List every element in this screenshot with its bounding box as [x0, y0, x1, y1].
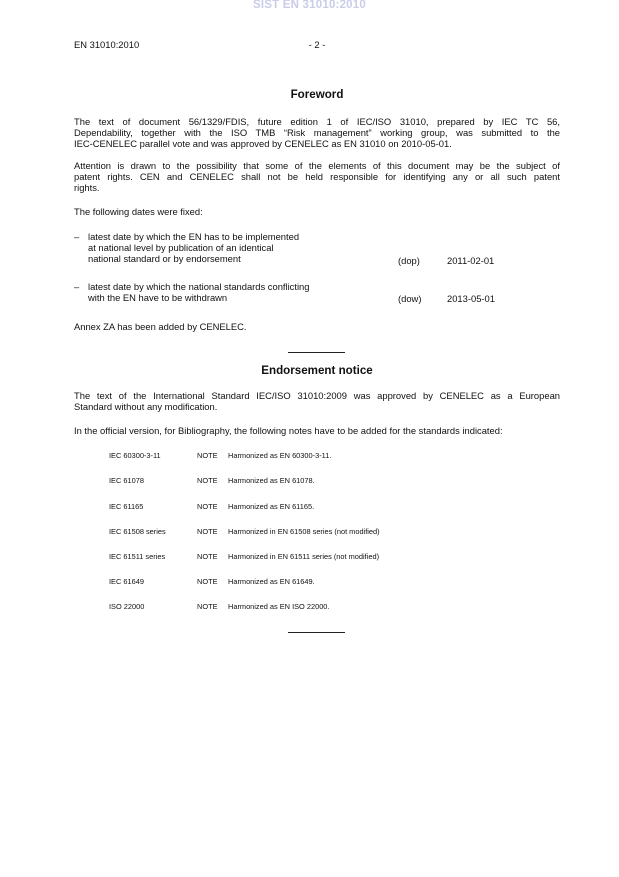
dash-bullet: – [74, 231, 80, 242]
foreword-p2-line: Attention is drawn to the possibility that some of the elements of this document may be the subject of [74, 160, 560, 171]
annex-note: Annex ZA has been added by CENELEC. [74, 321, 247, 332]
foreword-p1-line: The text of document 56/1329/FDIS, future edition 1 of IEC/ISO 31010, prepared by IEC TC 56, [74, 116, 560, 127]
note-label: NOTE [197, 577, 218, 586]
date-item-line: latest date by which the national standards conflicting [88, 281, 310, 292]
date-item-line: national standard or by endorsement [88, 253, 241, 264]
date-abbr: (dow) [398, 293, 422, 304]
foreword-p1-line: Dependability, together with the ISO TMB “Risk management” working group, was submitted to the [74, 127, 560, 138]
foreword-title: Foreword [290, 88, 344, 101]
section-divider [288, 352, 345, 353]
endorsement-p1-line: Standard without any modification. [74, 401, 218, 412]
header-doc-id: EN 31010:2010 [74, 39, 140, 50]
watermark: SIST EN 31010:2010 [253, 0, 366, 11]
endorsement-title: Endorsement notice [261, 364, 373, 377]
date-abbr: (dop) [398, 255, 420, 266]
date-item-dow [74, 281, 560, 305]
foreword-paragraph-3: The following dates were fixed: [74, 206, 203, 217]
note-text: Harmonized as EN 60300-3-11. [228, 451, 332, 460]
foreword-p1-line: IEC-CENELEC parallel vote and was approved by CENELEC as EN 31010 on 2010-05-01. [74, 138, 452, 149]
note-standard: ISO 22000 [109, 602, 145, 611]
note-text: Harmonized as EN 61649. [228, 577, 315, 586]
note-standard: IEC 60300-3-11 [109, 451, 161, 460]
note-standard: IEC 61508 series [109, 527, 166, 536]
note-label: NOTE [197, 502, 218, 511]
note-label: NOTE [197, 476, 218, 485]
date-value: 2013-05-01 [447, 293, 495, 304]
note-text: Harmonized in EN 61511 series (not modified) [228, 552, 380, 561]
endorsement-p1-line: The text of the International Standard IEC/ISO 31010:2009 was approved by CENELEC as a European [74, 390, 560, 401]
date-item-line: latest date by which the EN has to be implemented [88, 231, 300, 242]
note-standard: IEC 61078 [109, 476, 144, 485]
section-divider [288, 632, 345, 633]
foreword-p2-line: patent rights. CEN and CENELEC shall not be held responsible for identifying any or all such patent [74, 171, 560, 182]
foreword-paragraph-1 [74, 116, 560, 149]
date-item-dop [74, 231, 560, 267]
dash-bullet: – [74, 281, 80, 292]
date-item-line: with the EN have to be withdrawn [88, 292, 228, 303]
note-label: NOTE [197, 602, 218, 611]
date-item-text [88, 231, 388, 264]
note-standard: IEC 61511 series [109, 552, 166, 561]
note-text: Harmonized in EN 61508 series (not modified) [228, 527, 380, 536]
header-page-number: - 2 - [308, 39, 326, 50]
note-standard: IEC 61649 [109, 577, 144, 586]
date-item-line: at national level by publication of an identical [88, 242, 274, 253]
foreword-paragraph-2 [74, 160, 560, 193]
note-standard: IEC 61165 [109, 502, 144, 511]
note-label: NOTE [197, 451, 218, 460]
note-text: Harmonized as EN ISO 22000. [228, 602, 330, 611]
foreword-p2-line: rights. [74, 182, 100, 193]
date-item-text [88, 281, 388, 303]
note-text: Harmonized as EN 61165. [228, 502, 315, 511]
endorsement-paragraph-2: In the official version, for Bibliography, the following notes have to be added for the standards indicated: [74, 425, 503, 436]
date-value: 2011-02-01 [447, 255, 495, 266]
note-label: NOTE [197, 527, 218, 536]
note-label: NOTE [197, 552, 218, 561]
note-text: Harmonized as EN 61078. [228, 476, 315, 485]
endorsement-paragraph-1 [74, 390, 560, 412]
